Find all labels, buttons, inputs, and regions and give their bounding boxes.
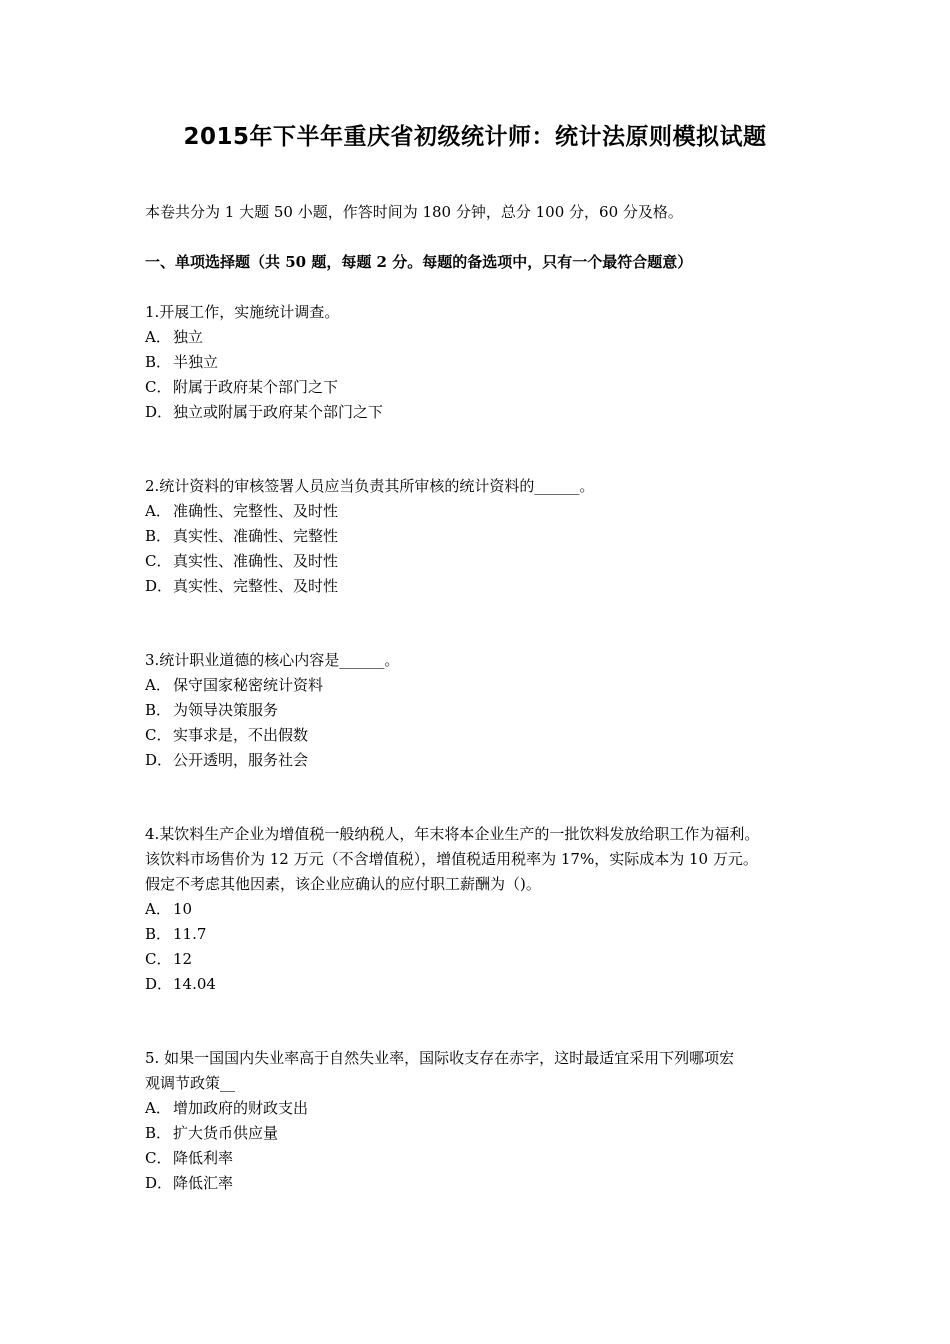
- option-text: 增加政府的财政支出: [173, 1099, 309, 1117]
- option-letter: A．: [145, 676, 171, 694]
- option-a: [145, 499, 825, 524]
- option-letter: B．: [145, 701, 172, 719]
- option-text: 公开透明，服务社会: [173, 751, 309, 769]
- option-letter: D．: [145, 975, 173, 993]
- question-stem-line: 5. 如果一国国内失业率高于自然失业率，国际收支存在赤字，这时最适宜采用下列哪项宏: [145, 1049, 735, 1067]
- option-letter: B．: [145, 1124, 172, 1142]
- option-text: 独立: [173, 328, 204, 346]
- option-text: 12: [173, 950, 193, 968]
- option-c: [145, 947, 825, 972]
- option-letter: C．: [145, 552, 172, 570]
- option-letter: C．: [145, 726, 172, 744]
- option-text: 准确性、完整性、及时性: [173, 502, 339, 520]
- option-text: 真实性、准确性、完整性: [173, 527, 339, 545]
- option-list: [145, 1096, 825, 1196]
- question-1: [145, 300, 825, 425]
- section-heading: 一、单项选择题（共 50 题，每题 2 分。每题的备选项中，只有一个最符合题意）: [145, 253, 693, 271]
- option-text: 实事求是，不出假数: [173, 726, 309, 744]
- option-d: [145, 574, 825, 599]
- option-text: 附属于政府某个部门之下: [173, 378, 339, 396]
- option-a: [145, 897, 825, 922]
- option-list: [145, 897, 825, 997]
- option-c: [145, 549, 825, 574]
- option-text: 14.04: [173, 975, 216, 993]
- option-text: 真实性、准确性、及时性: [173, 552, 339, 570]
- option-b: [145, 1121, 825, 1146]
- option-letter: B．: [145, 925, 172, 943]
- question-stem-line: 观调节政策__: [145, 1074, 236, 1092]
- option-d: [145, 972, 825, 997]
- question-stem-line: 3.统计职业道德的核心内容是______。: [145, 651, 400, 669]
- option-letter: B．: [145, 527, 172, 545]
- option-a: [145, 673, 825, 698]
- question-stem: [145, 648, 825, 673]
- option-a: [145, 325, 825, 350]
- option-list: [145, 673, 825, 773]
- question-stem-line: 4.某饮料生产企业为增值税一般纳税人，年末将本企业生产的一批饮料发放给职工作为福利。: [145, 825, 760, 843]
- option-a: [145, 1096, 825, 1121]
- question-stem: [145, 1046, 825, 1096]
- option-b: [145, 524, 825, 549]
- question-stem: [145, 822, 825, 897]
- option-c: [145, 375, 825, 400]
- option-text: 独立或附属于政府某个部门之下: [173, 403, 384, 421]
- option-text: 11.7: [173, 925, 207, 943]
- option-letter: A．: [145, 328, 171, 346]
- question-4: [145, 822, 825, 997]
- question-stem-line: 2.统计资料的审核签署人员应当负责其所审核的统计资料的______。: [145, 477, 595, 495]
- option-letter: C．: [145, 950, 172, 968]
- option-letter: D．: [145, 403, 173, 421]
- option-text: 降低汇率: [173, 1174, 234, 1192]
- option-text: 10: [173, 900, 193, 918]
- question-2: [145, 474, 825, 599]
- option-list: [145, 325, 825, 425]
- option-text: 保守国家秘密统计资料: [173, 676, 324, 694]
- option-letter: C．: [145, 378, 172, 396]
- question-stem: [145, 300, 825, 325]
- option-text: 降低利率: [173, 1149, 234, 1167]
- option-letter: A．: [145, 502, 171, 520]
- option-letter: C．: [145, 1149, 172, 1167]
- option-b: [145, 350, 825, 375]
- option-letter: D．: [145, 1174, 173, 1192]
- option-b: [145, 698, 825, 723]
- question-stem-line: 假定不考虑其他因素，该企业应确认的应付职工薪酬为（)。: [145, 875, 541, 893]
- option-c: [145, 1146, 825, 1171]
- option-text: 为领导决策服务: [173, 701, 279, 719]
- exam-intro: 本卷共分为 1 大题 50 小题，作答时间为 180 分钟，总分 100 分，60 分及格。: [145, 203, 683, 221]
- question-stem: [145, 474, 825, 499]
- option-text: 半独立: [173, 353, 219, 371]
- option-letter: A．: [145, 1099, 171, 1117]
- option-letter: B．: [145, 353, 172, 371]
- question-3: [145, 648, 825, 773]
- option-d: [145, 748, 825, 773]
- question-stem-line: 1.开展工作，实施统计调查。: [145, 303, 340, 321]
- option-letter: A．: [145, 900, 171, 918]
- option-list: [145, 499, 825, 599]
- question-5: [145, 1046, 825, 1196]
- question-stem-line: 该饮料市场售价为 12 万元（不含增值税），增值税适用税率为 17%，实际成本为 10 万元。: [145, 850, 758, 868]
- option-letter: D．: [145, 577, 173, 595]
- option-letter: D．: [145, 751, 173, 769]
- option-d: [145, 1171, 825, 1196]
- option-b: [145, 922, 825, 947]
- option-d: [145, 400, 825, 425]
- option-text: 扩大货币供应量: [173, 1124, 279, 1142]
- option-text: 真实性、完整性、及时性: [173, 577, 339, 595]
- document-title: 2015年下半年重庆省初级统计师：统计法原则模拟试题: [183, 124, 767, 150]
- option-c: [145, 723, 825, 748]
